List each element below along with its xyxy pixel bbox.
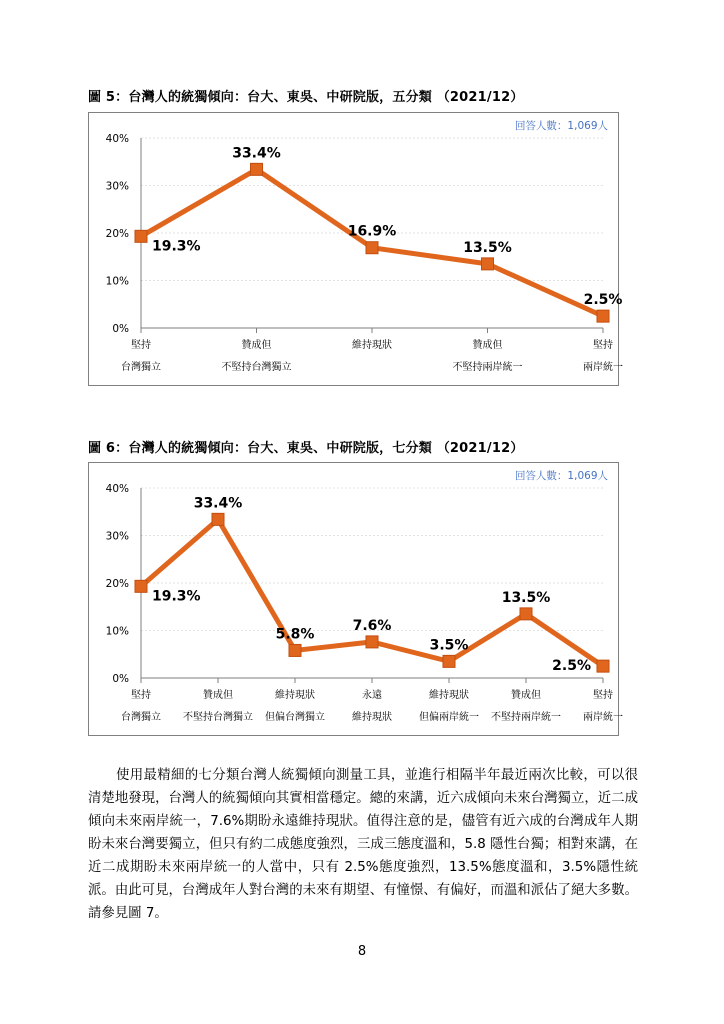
data-label: 2.5% [583, 292, 623, 309]
x-category-label: 維持現狀 [352, 712, 392, 723]
x-category-label: 贊成但 [241, 340, 272, 351]
x-category-label: 不堅持台灣獨立 [221, 362, 292, 373]
y-tick-label: 0% [112, 323, 129, 335]
x-category-label: 維持現狀 [429, 690, 469, 701]
figure-6-chart [88, 462, 623, 736]
x-category-label: 不堅持兩岸統一 [452, 362, 523, 373]
x-category-label: 不堅持台灣獨立 [183, 712, 253, 723]
figure-5-chart [88, 112, 623, 386]
data-label: 3.5% [429, 637, 469, 654]
y-tick-label: 10% [105, 275, 129, 288]
x-category-label: 不堅持兩岸統一 [491, 712, 561, 723]
data-point-marker [289, 644, 301, 656]
data-point-marker [482, 258, 494, 270]
data-label: 16.9% [347, 223, 397, 240]
data-label: 33.4% [232, 145, 281, 162]
x-category-label: 兩岸統一 [583, 712, 623, 723]
data-label: 13.5% [501, 589, 551, 606]
x-category-label: 台灣獨立 [121, 712, 161, 723]
y-tick-label: 10% [105, 625, 129, 638]
x-category-label: 永遠 [362, 690, 382, 701]
data-label: 13.5% [463, 239, 512, 256]
x-category-label: 堅持 [593, 340, 613, 351]
x-category-label: 兩岸統一 [583, 362, 623, 373]
figure-5-svg [89, 113, 623, 385]
data-point-marker [212, 513, 224, 525]
figure-6-svg [89, 463, 623, 735]
data-label: 19.3% [152, 238, 201, 255]
y-tick-label: 20% [105, 578, 129, 590]
y-tick-label: 40% [105, 133, 129, 145]
data-point-marker [366, 242, 378, 254]
data-label: 2.5% [552, 658, 591, 675]
x-category-label: 贊成但 [203, 690, 233, 701]
y-tick-label: 0% [112, 673, 129, 685]
y-tick-label: 20% [105, 228, 129, 240]
y-tick-label: 30% [105, 530, 129, 543]
data-point-marker [135, 580, 147, 592]
data-point-marker [443, 655, 455, 667]
data-label: 7.6% [352, 617, 392, 634]
x-category-label: 贊成但 [511, 690, 541, 701]
figure-6-title: 圖 6：台灣人的統獨傾向：台大、東吳、中研院版，七分類 （2021/12） [88, 441, 524, 456]
x-category-label: 堅持 [131, 690, 151, 701]
x-category-label: 贊成但 [472, 340, 503, 351]
x-category-label: 維持現狀 [275, 690, 315, 701]
x-category-label: 但偏兩岸統一 [419, 712, 479, 723]
respondents-note: 回答人數：1,069人 [514, 120, 608, 132]
figure-5-title: 圖 5：台灣人的統獨傾向：台大、東吳、中研院版，五分類 （2021/12） [88, 90, 524, 105]
data-label: 19.3% [152, 588, 201, 605]
data-point-marker [597, 310, 609, 322]
x-category-label: 堅持 [593, 690, 613, 701]
y-tick-label: 40% [105, 483, 129, 495]
data-point-marker [135, 230, 147, 242]
x-category-label: 但偏台灣獨立 [265, 712, 325, 723]
x-category-label: 堅持 [131, 340, 151, 351]
data-point-marker [520, 608, 532, 620]
respondents-note: 回答人數：1,069人 [514, 470, 608, 482]
y-tick-label: 30% [105, 180, 129, 193]
page-number: 8 [357, 944, 367, 959]
x-category-label: 維持現狀 [352, 340, 392, 351]
data-point-marker [366, 636, 378, 648]
data-point-marker [597, 660, 609, 672]
data-label: 33.4% [193, 495, 243, 512]
x-category-label: 台灣獨立 [121, 362, 161, 373]
body-paragraph: 使用最精細的七分類台灣人統獨傾向測量工具，並進行相隔半年最近兩次比較，可以很清楚地發現，台灣人的統獨傾向其實相當穩定。總的來講，近六成傾向未來台灣獨立，近二成傾向未來兩岸統一，7.6%期盼永遠維持現狀。值得注意的是，儘管有近六成的台灣成年人期盼未來台灣要獨立，但只有約二成態度強烈，三成三態度溫和，5.8 隱性台獨；相對來講，在近二成期盼未來兩岸統一的人當中，只有 2.5%態度強烈，13.5%態度溫和，3.5%隱性統派。由此可見，台灣成年人對台灣的未來有期望、有憧憬、有偏好，而溫和派佔了絕大多數。請參見圖 7。 [88, 768, 638, 921]
data-label: 5.8% [275, 626, 315, 643]
data-point-marker [251, 163, 263, 175]
